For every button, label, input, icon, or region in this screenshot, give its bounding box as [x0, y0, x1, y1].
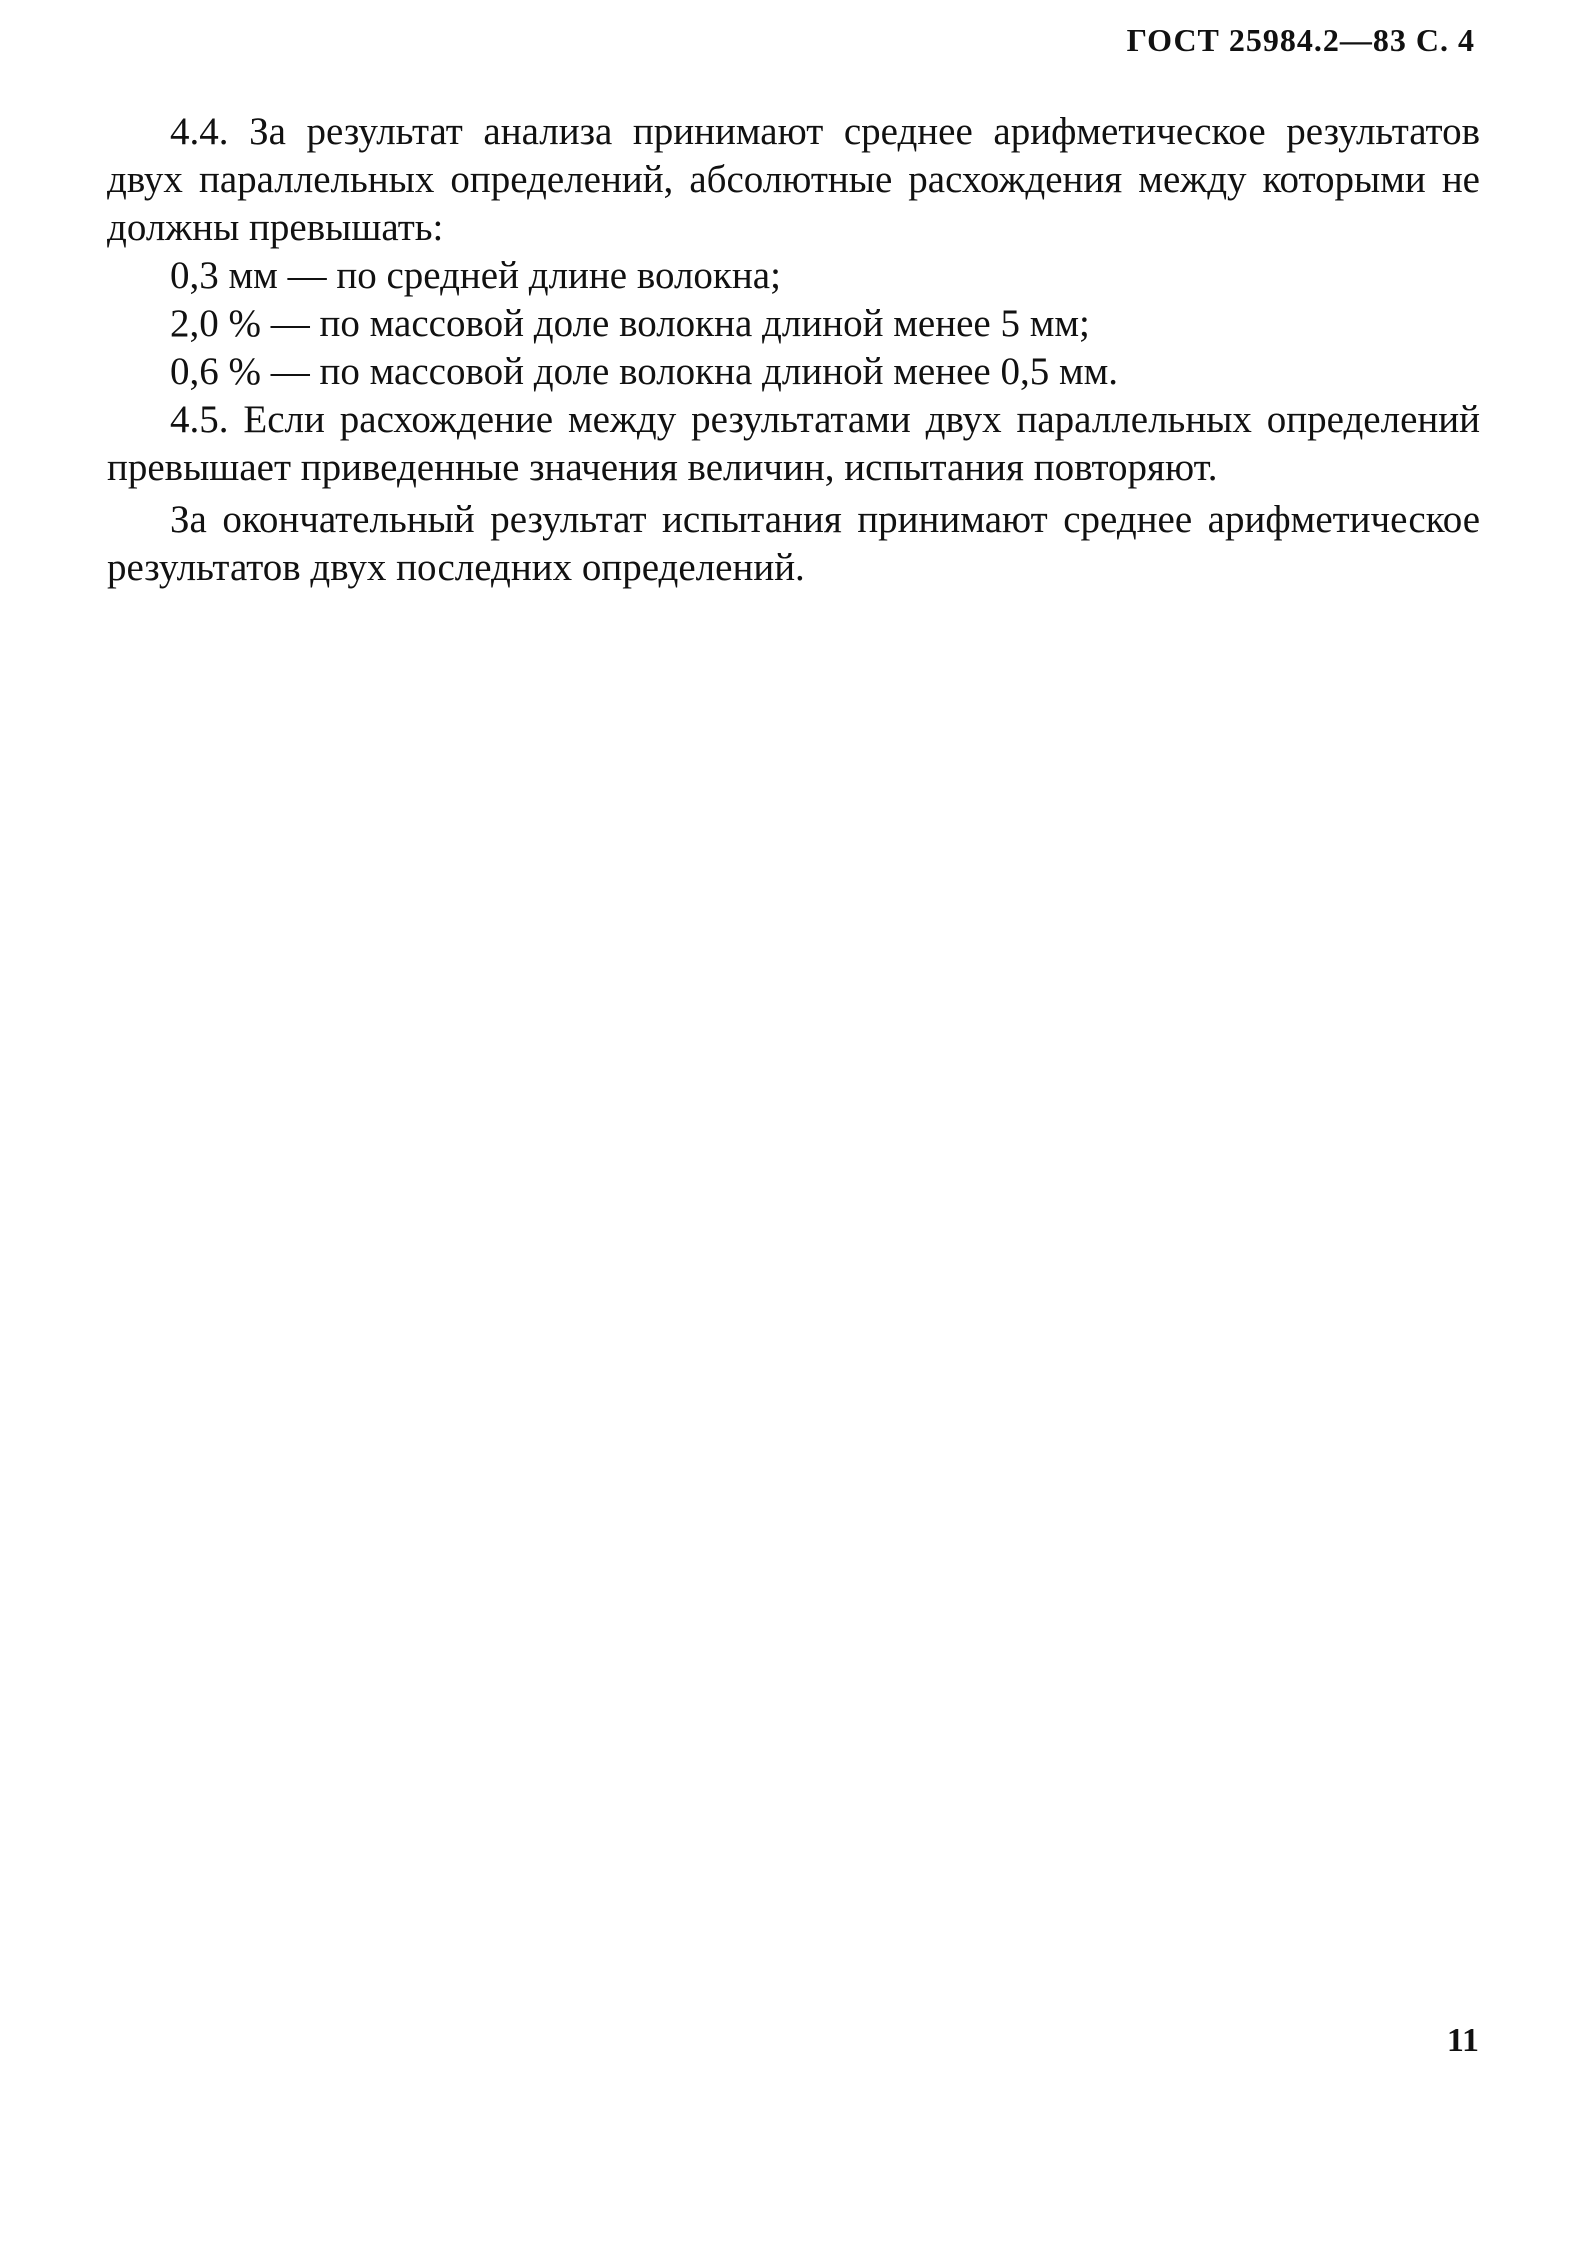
list-item-fiber-length: 0,3 мм — по средней длине волокна; — [170, 254, 781, 297]
list-item-fiber-under-5mm: 2,0 % — по массовой доле волокна длиной менее 5 мм; — [170, 302, 1090, 345]
paragraph-4-4: 4.4. За результат анализа принимают среднее арифметическое результатов двух параллельных определений, абсолютные расхождения между которыми не должны превышать: — [107, 110, 1480, 249]
document-body — [107, 108, 1480, 592]
page-header: ГОСТ 25984.2—83 С. 4 — [1126, 22, 1475, 58]
list-item-fiber-under-0-5mm: 0,6 % — по массовой доле волокна длиной менее 0,5 мм. — [170, 350, 1119, 393]
paragraph-4-5: 4.5. Если расхождение между результатами двух параллельных определений превышает приведенные значения величин, испытания повторяют. — [107, 398, 1480, 489]
paragraph-final-result: За окончательный результат испытания принимают среднее арифметическое результатов двух последних определений. — [107, 498, 1480, 589]
page-number: 11 — [1446, 2022, 1479, 2059]
